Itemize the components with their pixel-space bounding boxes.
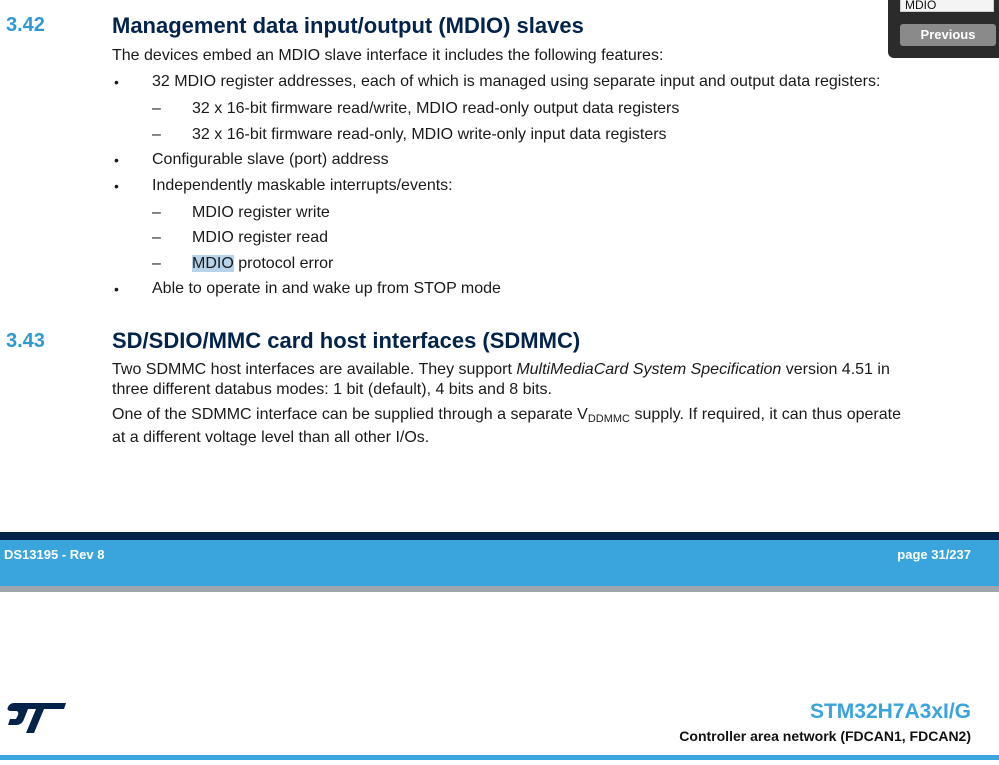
find-input[interactable]: MDIO [900,0,994,12]
paragraph [112,360,890,380]
bullet-marker: • [114,281,119,297]
product-title: STM32H7A3xI/G [809,700,971,723]
dash-marker: – [152,229,161,246]
dash-marker: – [152,126,161,143]
list-item: Configurable slave (port) address [152,151,389,168]
footer-page-number: page 31/237 [897,547,971,562]
footer-doc-id: DS13195 - Rev 8 [4,547,105,562]
dash-marker: – [152,100,161,117]
page-divider [0,586,999,592]
footer-dark-bar [0,532,999,540]
list-item: 32 MDIO register addresses, each of which is managed using separate input and output data registers: [152,73,881,90]
dash-marker: – [152,204,161,221]
spec-name: MultiMediaCard System Specification [516,361,782,378]
dash-marker: – [152,255,161,272]
list-item: Able to operate in and wake up from STOP mode [152,280,501,297]
bullet-marker: • [114,152,119,168]
sub-list-item [192,254,333,274]
section-number: 3.42 [6,14,45,36]
section-intro: The devices embed an MDIO slave interface it includes the following features: [112,47,664,64]
find-popup [888,0,999,58]
chapter-title: Controller area network (FDCAN1, FDCAN2) [679,728,971,744]
sub-list-item: MDIO register write [192,204,330,221]
bullet-marker: • [114,74,119,90]
paragraph-text: Two SDMMC host interfaces are available. They support [112,361,517,378]
bullet-marker: • [114,178,119,194]
list-item: Independently maskable interrupts/events: [152,177,453,194]
section-title: SD/SDIO/MMC card host interfaces (SDMMC) [112,328,581,353]
section-number: 3.43 [6,330,45,352]
previous-button[interactable]: Previous [900,24,996,46]
footer-bar [0,540,999,586]
paragraph-text: One of the SDMMC interface can be supplied through a separate V [112,406,588,423]
sub-list-item: MDIO register read [192,229,329,246]
search-highlight: MDIO [192,255,234,272]
sub-list-item-text: protocol error [233,255,334,272]
paragraph-text: supply. If required, it can thus operate [630,406,901,423]
paragraph-line: at a different voltage level than all other I/Os. [112,429,430,446]
paragraph-text: version 4.51 in [781,361,890,378]
sub-list-item: 32 x 16-bit firmware read/write, MDIO read-only output data registers [192,100,680,117]
section-title: Management data input/output (MDIO) slaves [112,13,584,38]
supply-subscript: DDMMC [587,413,630,425]
sub-list-item: 32 x 16-bit firmware read-only, MDIO write-only input data registers [192,126,667,143]
st-logo [4,701,68,735]
paragraph-line: three different databus modes: 1 bit (default), 4 bits and 8 bits. [112,381,552,398]
paragraph [112,405,901,429]
header-rule [0,755,999,760]
